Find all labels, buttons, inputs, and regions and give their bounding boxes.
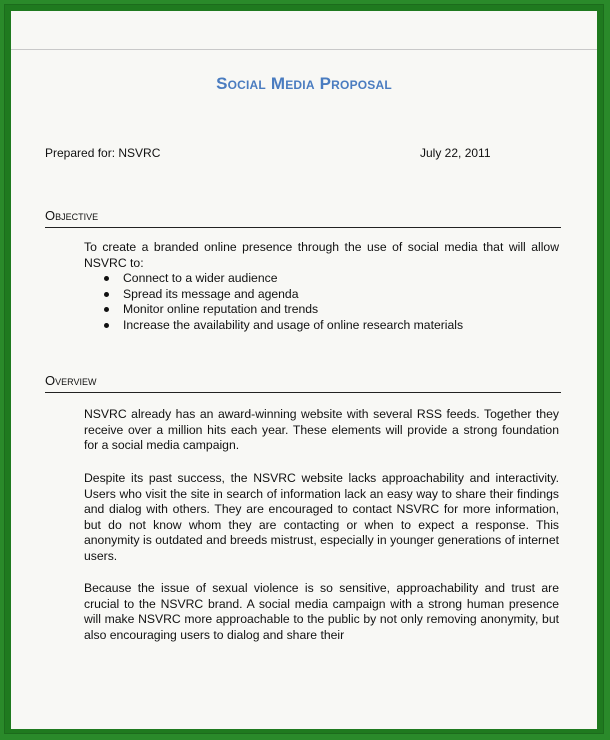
- bullet-icon: [104, 292, 109, 297]
- overview-paragraph-1: NSVRC already has an award-winning website with several RSS feeds. Together they receive over a million hits each year. These elements will provide a strong foundation for a social media campaign.: [84, 407, 559, 453]
- bullet-icon: [104, 323, 109, 328]
- objective-heading: Objective: [45, 208, 99, 223]
- objective-list: [84, 271, 559, 333]
- overview-heading: Overview: [45, 373, 97, 388]
- objective-section: [84, 240, 559, 334]
- document-page: [11, 11, 597, 729]
- overview-paragraph-3: Because the issue of sexual violence is so sensitive, approachability and trust are crucial to the NSVRC brand. A social media campaign with a strong human presence will make NSVRC more approachable to the public by not only removing anonymity, but also encouraging users to dialog and share their: [84, 581, 559, 642]
- bullet-icon: [104, 276, 109, 281]
- objective-intro: To create a branded online presence through the use of social media that will allow NSVRC to:: [84, 240, 559, 270]
- overview-paragraph-2: Despite its past success, the NSVRC website lacks approachability and interactivity. Users who visit the site in search of information lack an easy way to share their findings and dialog with others. They are encouraged to contact NSVRC for more information, but do not know whom they are contacting or when to expect a response. This anonymity is outdated and breeds mistrust, especially in younger generations of internet users.: [84, 471, 559, 563]
- prepared-for: Prepared for: NSVRC: [45, 146, 161, 160]
- objective-divider: [45, 227, 561, 228]
- header-divider: [11, 49, 597, 50]
- list-item: Increase the availability and usage of online research materials: [84, 318, 559, 334]
- list-item: Connect to a wider audience: [84, 271, 559, 287]
- list-item: Spread its message and agenda: [84, 287, 559, 303]
- document-title: Social Media Proposal: [216, 74, 392, 93]
- bullet-icon: [104, 307, 109, 312]
- list-item: Monitor online reputation and trends: [84, 302, 559, 318]
- document-date: July 22, 2011: [420, 146, 491, 160]
- overview-divider: [45, 392, 561, 393]
